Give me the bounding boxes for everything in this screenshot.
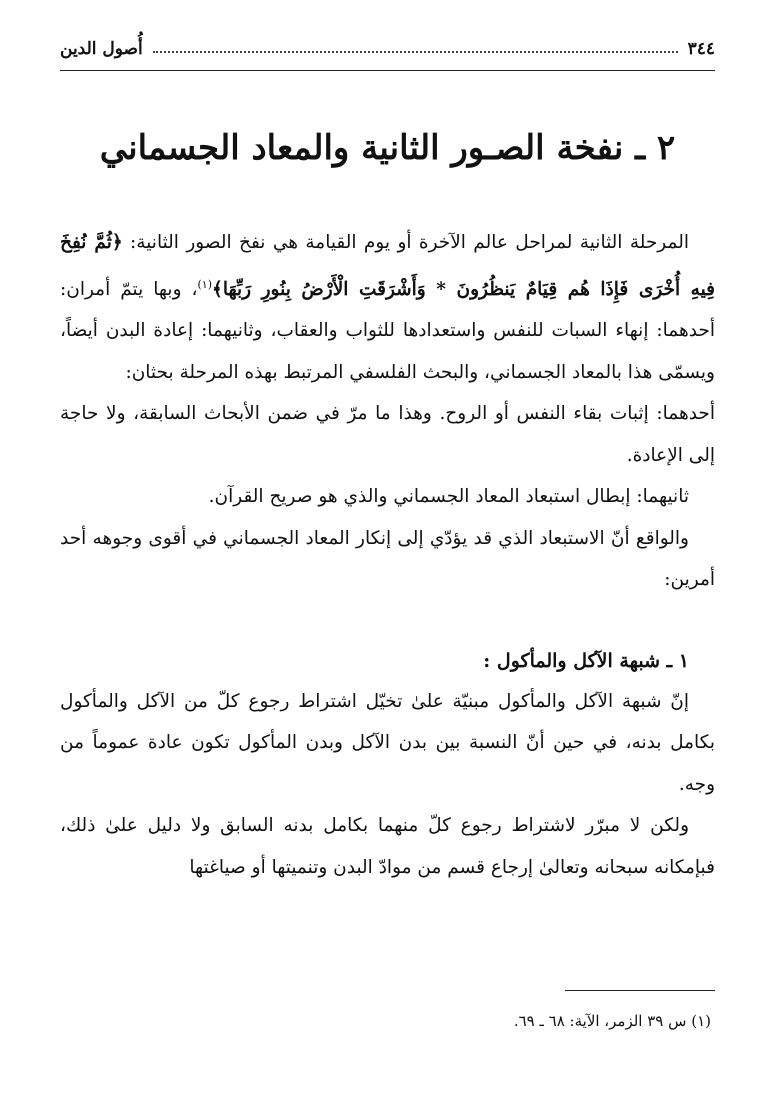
- chapter-title: ٢ ـ نفخة الصـور الثانية والمعاد الجسماني: [99, 128, 676, 168]
- body-text: [60, 222, 715, 888]
- section-title: ١ ـ شبهة الآكل والمأكول :: [483, 649, 689, 672]
- footnote: (١) س ٣٩ الزمر، الآية: ٦٨ ـ ٦٩.: [513, 1012, 711, 1030]
- paragraph-section-2: ولكن لا مبرّر لاشتراط رجوع كلّ منهما بكامل بدنه السابق ولا دليل علىٰ ذلك، فبإمكانه سبحانه وتعالىٰ إرجاع قسم من موادّ البدن وتنميتها أو صياغتها: [60, 815, 715, 878]
- quran-verse: ﴿ثُمَّ نُفِخَ فِيهِ أُخْرَى فَإِذَا هُم قِيَامٌ يَنظُرُونَ * وَأَشْرَقَتِ الْأَرْضُ بِنُورِ رَبِّهَا﴾: [60, 232, 715, 300]
- footnote-rule: [565, 990, 715, 991]
- dotted-leader: [153, 51, 678, 53]
- section-spacer: [60, 601, 715, 641]
- footnote-ref[interactable]: (١): [197, 277, 212, 291]
- intro-text: المرحلة الثانية لمراحل عالم الآخرة أو يوم القيامة هي نفخ الصور الثانية:: [122, 232, 689, 253]
- paragraph-intro: [60, 222, 715, 393]
- intro-rest: ، وبها يتمّ أمران: أحدهما: إنهاء السبات للنفس واستعدادها للثواب والعقاب، وثانيهما: إعادة البدن أيضاً، ويسمّى هذا بالمعاد الجسماني، والبحث الفلسفي المرتبط بهذه المرحلة بحثان:: [60, 278, 715, 383]
- page-number: ٣٤٤: [687, 39, 715, 59]
- running-header: [60, 34, 715, 64]
- paragraph-second-topic: ثانيهما: إبطال استبعاد المعاد الجسماني والذي هو صريح القرآن.: [208, 486, 689, 508]
- paragraph-first-topic: أحدهما: إثبات بقاء النفس أو الروح. وهذا ما مرّ في ضمن الأبحاث السابقة، ولا حاجة إلى الإعادة.: [60, 403, 715, 466]
- header-rule: [60, 70, 715, 71]
- book-title: أُصول الدين: [60, 39, 143, 59]
- paragraph-section-1: إنّ شبهة الآكل والمأكول مبنيّة علىٰ تخيّل اشتراط رجوع كلّ من الآكل والمأكول بكامل بدنه، في حين أنّ النسبة بين بدن الآكل وبدن المأكول تكون عادة عموماً من وجه.: [60, 690, 715, 795]
- paragraph-reality: والواقع أنّ الاستبعاد الذي قد يؤدّي إلى إنكار المعاد الجسماني في أقوى وجوهه أحد أمرين:: [60, 527, 715, 591]
